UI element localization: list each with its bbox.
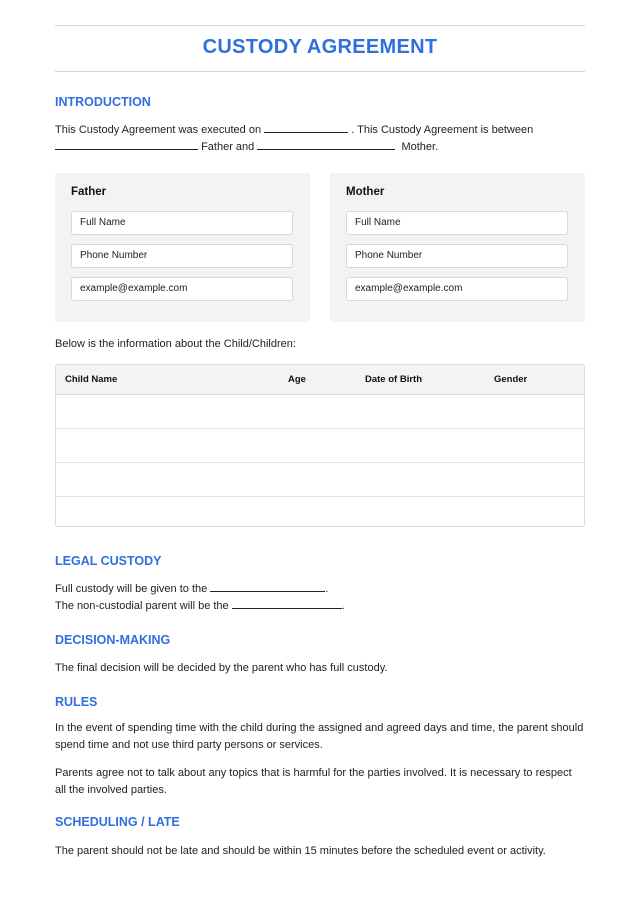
rules-paragraph-2: Parents agree not to talk about any topics that is harmful for the parties involved. It is necessary to respect all the involved parties. — [55, 767, 572, 796]
father-email-field[interactable]: example@example.com — [71, 277, 293, 301]
table-row[interactable] — [56, 429, 584, 463]
father-phone-field[interactable]: Phone Number — [71, 244, 293, 268]
decision-making-text: The final decision will be decided by the parent who has full custody. — [55, 662, 388, 674]
column-age: Age — [288, 374, 306, 385]
full-custody-blank[interactable] — [210, 581, 325, 592]
intro-line1-a: This Custody Agreement was executed on — [55, 124, 262, 136]
rules-paragraph-1: In the event of spending time with the child during the assigned and agreed days and time, the parent should spend time and not use third party persons or services. — [55, 722, 584, 751]
rules-heading: RULES — [55, 695, 98, 709]
father-name-blank[interactable] — [55, 139, 198, 150]
mother-full-name-field[interactable]: Full Name — [346, 211, 568, 235]
mother-name-blank[interactable] — [257, 139, 395, 150]
father-label: Father — [71, 186, 107, 198]
column-child-name: Child Name — [65, 374, 118, 385]
full-custody-line: Full custody will be given to the — [55, 583, 208, 595]
scheduling-heading: SCHEDULING / LATE — [55, 815, 180, 829]
period: . — [325, 583, 329, 595]
decision-making-heading: DECISION-MAKING — [55, 633, 171, 647]
period: . — [341, 600, 345, 612]
father-full-name-field[interactable]: Full Name — [71, 211, 293, 235]
column-date-of-birth: Date of Birth — [365, 374, 422, 385]
legal-custody-heading: LEGAL CUSTODY — [55, 554, 162, 568]
scheduling-text: The parent should not be late and should be within 15 minutes before the scheduled event or activity. — [55, 845, 546, 857]
children-table — [55, 364, 585, 527]
mother-card — [330, 173, 585, 322]
execution-date-blank[interactable] — [264, 122, 348, 133]
mother-label: Mother — [346, 186, 385, 198]
non-custodial-blank[interactable] — [232, 598, 342, 609]
table-row[interactable] — [56, 497, 584, 527]
legal-custody-text — [55, 581, 585, 615]
column-gender: Gender — [494, 374, 528, 385]
introduction-heading: INTRODUCTION — [55, 95, 151, 109]
mother-phone-field[interactable]: Phone Number — [346, 244, 568, 268]
father-card — [55, 173, 310, 322]
children-intro: Below is the information about the Child/Children: — [55, 338, 296, 350]
intro-line2-b: Mother. — [401, 141, 439, 153]
document-title: CUSTODY AGREEMENT — [202, 36, 438, 58]
title-top-divider — [55, 25, 585, 26]
title-bottom-divider — [55, 71, 585, 72]
intro-line2-a: Father and — [201, 141, 255, 153]
children-table-header — [56, 365, 584, 395]
table-row[interactable] — [56, 463, 584, 497]
table-row[interactable] — [56, 395, 584, 429]
non-custodial-line: The non-custodial parent will be the — [55, 600, 229, 612]
mother-email-field[interactable]: example@example.com — [346, 277, 568, 301]
introduction-text — [55, 122, 585, 156]
intro-line1-b: . This Custody Agreement is between — [351, 124, 534, 136]
